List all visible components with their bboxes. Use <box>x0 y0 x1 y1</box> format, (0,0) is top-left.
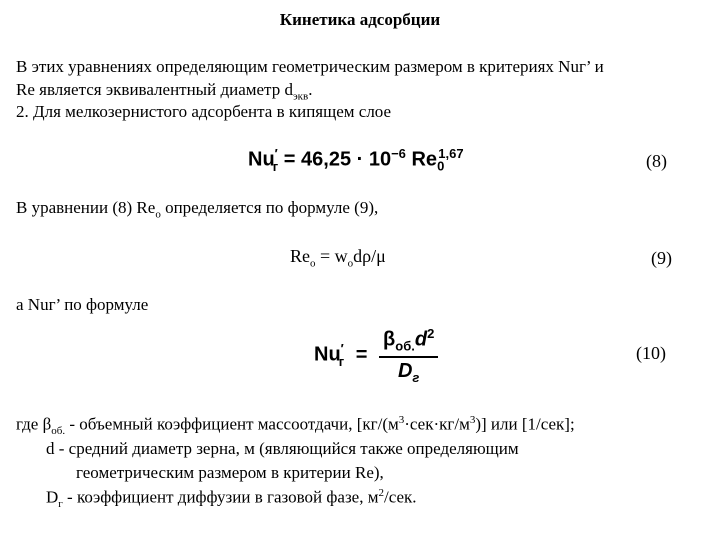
definition-beta: где $\beta_{об.}$ - объемный коэффициент массоотдачи, $[кг/(м^3\cdot сек\cdot кг/м^3)]$ или [1/сек]; <box>16 414 575 438</box>
text-after-eq9: а Nuг’ по формуле <box>16 295 149 314</box>
definition-D: $D_г$ - коэффициент диффузии в газовой фазе, $м^2$/сек. <box>46 487 417 511</box>
text-after-eq8: В уравнении (8) $Re_о$ определяется по формуле (9), <box>16 198 379 221</box>
intro-line-2: Re является эквивалентный диаметр $d_{экв}$. <box>16 80 313 103</box>
equation-10-number: (10) <box>636 343 666 363</box>
intro-line-1: В этих уравнениях определяющим геометрическим размером в критериях Nuг’ и <box>16 57 604 76</box>
slide-title: Кинетика адсорбции <box>279 10 441 29</box>
equation-9-number: (9) <box>651 248 672 268</box>
equation-8-number: (8) <box>646 151 667 171</box>
definition-d-cont: геометрическим размером в критерии Re), <box>76 463 384 482</box>
definition-d: d - средний диаметр зерна, м (являющийся также определяющим <box>46 439 519 458</box>
equation-8: $Nu'_г = 46,25 \cdot 10^{-6}$ $Re_0^{1,67}$ <box>248 146 464 174</box>
equation-9: $Re_о = w_оd\rho/\mu$ <box>290 246 386 270</box>
fraction: $\frac{\beta_{об.}d^2}{D_г}$ <box>379 326 438 385</box>
intro-line-3: 2. Для мелкозернистого адсорбента в кипящем слое <box>16 102 392 121</box>
equation-10: $Nu'_г$ = $\frac{\beta_{об.}d^2}{D_г}$ <box>314 326 438 385</box>
